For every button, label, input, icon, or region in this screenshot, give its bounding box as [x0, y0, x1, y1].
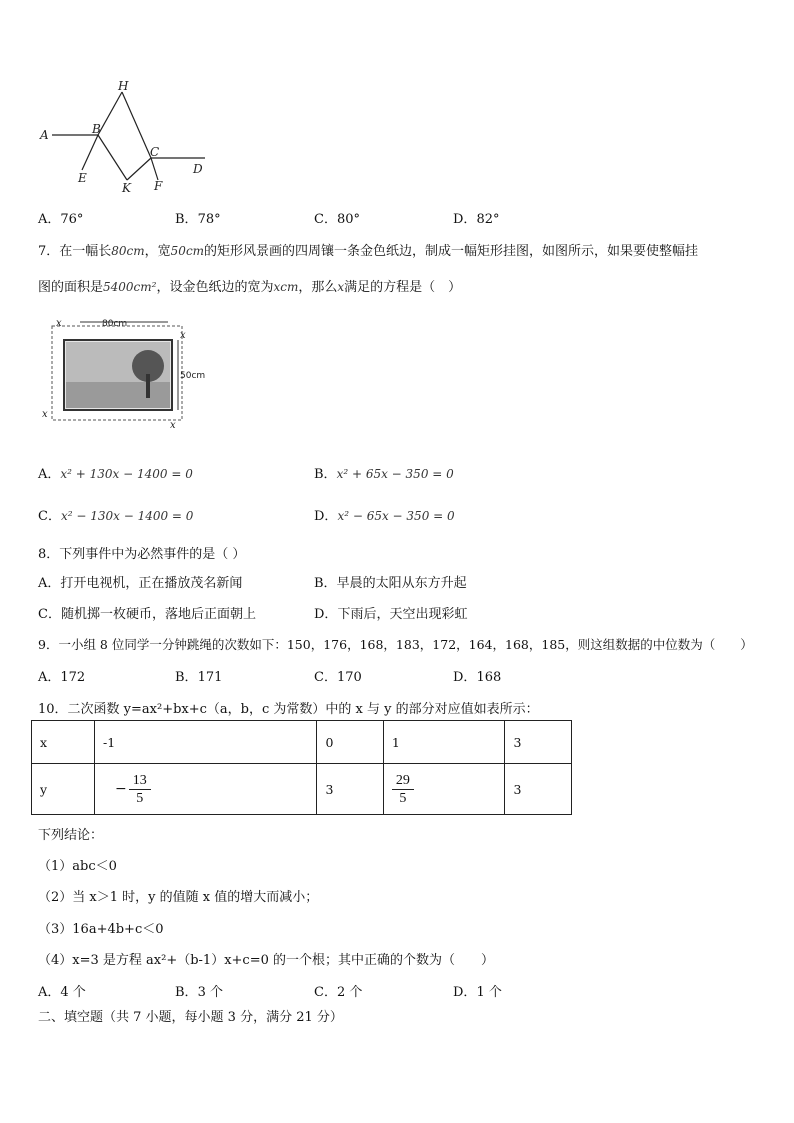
q10-option-d: D．1 个 — [453, 985, 502, 1000]
frame-height-label: 50cm — [180, 371, 206, 381]
border-x-label: x — [42, 409, 48, 420]
fraction: $\frac{13}{5}$ — [129, 772, 151, 807]
q10-option-a: A．4 个 — [38, 985, 86, 1000]
table-row — [32, 764, 572, 815]
border-x-label: x — [170, 420, 176, 430]
label-e: E — [78, 171, 87, 185]
table-cell: 0 — [317, 721, 383, 764]
q7-stem-line2: 图的面积是5400cm²，设金色纸边的宽为xcm，那么x满足的方程是（ ） — [38, 280, 462, 295]
conclusion-4: （4）x=3 是方程 ax²+（b-1）x+c=0 的一个根；其中正确的个数为（ ） — [38, 953, 495, 968]
q6-option-d: D．82° — [453, 212, 500, 227]
conclusions-title: 下列结论： — [38, 828, 104, 843]
q6-option-b: B．78° — [175, 212, 221, 227]
q7-option-a: A．x² + 130x − 1400 = 0 — [38, 467, 193, 482]
q8-option-b: B．早晨的太阳从东方升起 — [314, 576, 467, 591]
frame-width-label: 80cm — [102, 319, 128, 329]
q7-option-b: B．x² + 65x − 350 = 0 — [314, 467, 454, 482]
label-f: F — [154, 179, 163, 193]
table-cell: y — [32, 764, 95, 815]
q9-stem: 9．一小组 8 位同学一分钟跳绳的次数如下：150，176，168，183，172，164，168，185，则这组数据的中位数为（ ） — [38, 637, 753, 652]
q7-option-c: C．x² − 130x − 1400 = 0 — [38, 509, 194, 524]
q6-option-c: C．80° — [314, 212, 360, 227]
label-k: K — [122, 181, 131, 195]
table-cell: 3 — [317, 764, 383, 815]
label-a: A — [40, 128, 49, 142]
q9-option-c: C．170 — [314, 670, 362, 685]
table-cell — [383, 764, 505, 815]
q6-option-a: A．76° — [38, 212, 84, 227]
q9-option-d: D．168 — [453, 670, 502, 685]
table-cell: -1 — [94, 721, 316, 764]
picture-frame-figure — [40, 314, 220, 430]
q10-option-b: B．3 个 — [175, 985, 223, 1000]
q7-stem-line1: 7．在一幅长80cm，宽50cm的矩形风景画的四周镶一条金色纸边，制成一幅矩形挂图，如图所示，如果要使整幅挂 — [38, 244, 699, 259]
label-d: D — [193, 162, 203, 176]
value-table — [31, 720, 572, 815]
conclusion-2: （2）当 x＞1 时，y 的值随 x 值的增大而减小； — [38, 890, 319, 905]
border-x-label: x — [56, 318, 62, 329]
q8-option-a: A．打开电视机，正在播放茂名新闻 — [38, 576, 243, 591]
table-cell: 3 — [505, 721, 572, 764]
table-cell: 3 — [505, 764, 572, 815]
q8-option-c: C．随机掷一枚硬币，落地后正面朝上 — [38, 607, 256, 622]
fraction: $\frac{29}{5}$ — [392, 772, 414, 807]
section-heading: 二、填空题（共 7 小题，每小题 3 分，满分 21 分） — [38, 1010, 343, 1025]
q9-option-a: A．172 — [38, 670, 86, 685]
table-cell: 1 — [383, 721, 505, 764]
q10-option-c: C．2 个 — [314, 985, 363, 1000]
q10-stem: 10．二次函数 y=ax²+bx+c（a，b，c 为常数）中的 x 与 y 的部分对应值如表所示： — [38, 702, 539, 717]
border-x-label: x — [180, 330, 186, 341]
q7-option-d: D．x² − 65x − 350 = 0 — [314, 509, 455, 524]
label-h: H — [118, 79, 129, 93]
label-c: C — [150, 145, 160, 159]
conclusion-1: （1）abc＜0 — [38, 859, 117, 874]
q9-option-b: B．171 — [175, 670, 223, 685]
geometry-figure — [30, 78, 220, 196]
table-cell — [94, 764, 316, 815]
table-row — [32, 721, 572, 764]
minus-sign: − — [114, 781, 127, 797]
q8-stem: 8．下列事件中为必然事件的是（ ） — [38, 547, 246, 562]
label-b: B — [92, 122, 101, 136]
q8-option-d: D．下雨后，天空出现彩虹 — [314, 607, 468, 622]
table-cell: x — [32, 721, 95, 764]
conclusion-3: （3）16a+4b+c＜0 — [38, 922, 164, 937]
